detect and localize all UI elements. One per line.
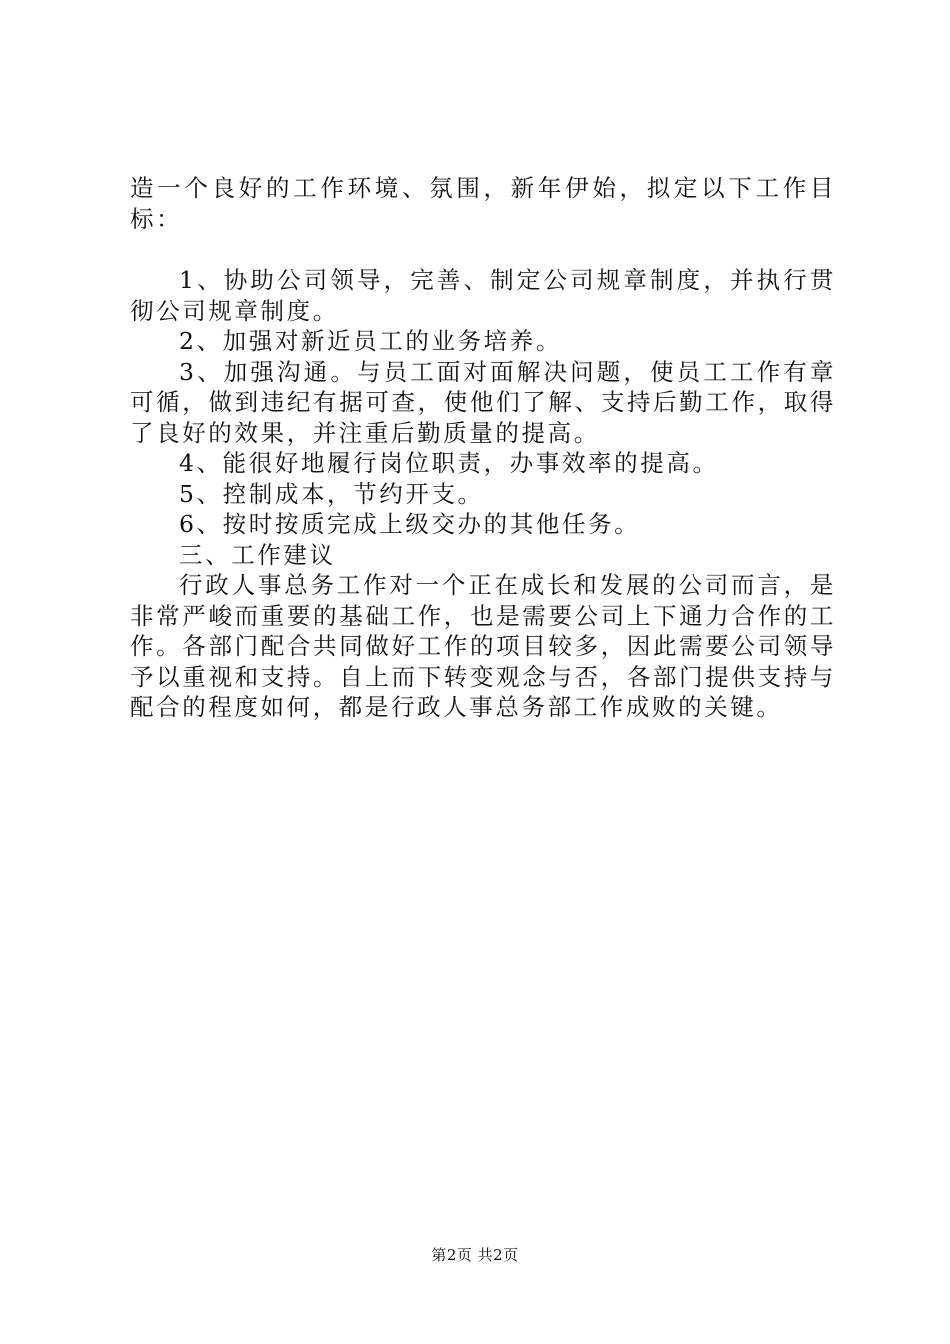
intro-paragraph: 造一个良好的工作环境、氛围，新年伊始，拟定以下工作目标： (130, 174, 836, 233)
goal-item-3: 3、加强沟通。与员工面对面解决问题，使员工工作有章可循，做到违纪有据可查，使他们了解、支持后勤工作，取得了良好的效果，并注重后勤质量的提高。 (130, 357, 836, 447)
goal-item-5: 5、控制成本，节约开支。 (179, 479, 484, 508)
goal-item-4: 4、能很好地履行岗位职责，办事效率的提高。 (179, 449, 719, 477)
page-number-footer: 第2页 共2页 (431, 1246, 519, 1264)
section-heading-suggestions: 三、工作建议 (179, 540, 336, 569)
document-body (130, 173, 836, 723)
goal-item-1: 1、协助公司领导，完善、制定公司规章制度，并执行贯彻公司规章制度。 (130, 266, 836, 325)
goal-item-6: 6、按时按质完成上级交办的其他任务。 (179, 510, 641, 538)
goal-item-2: 2、加强对新近员工的业务培养。 (179, 327, 562, 355)
suggestions-paragraph: 行政人事总务工作对一个正在成长和发展的公司而言，是非常严峻而重要的基础工作，也是需要公司上下通力合作的工作。各部门配合共同做好工作的项目较多，因此需要公司领导予以重视和支持。自上而下转变观念与否，各部门提供支持与配合的程度如何，都是行政人事总务部工作成败的关键。 (130, 571, 836, 721)
